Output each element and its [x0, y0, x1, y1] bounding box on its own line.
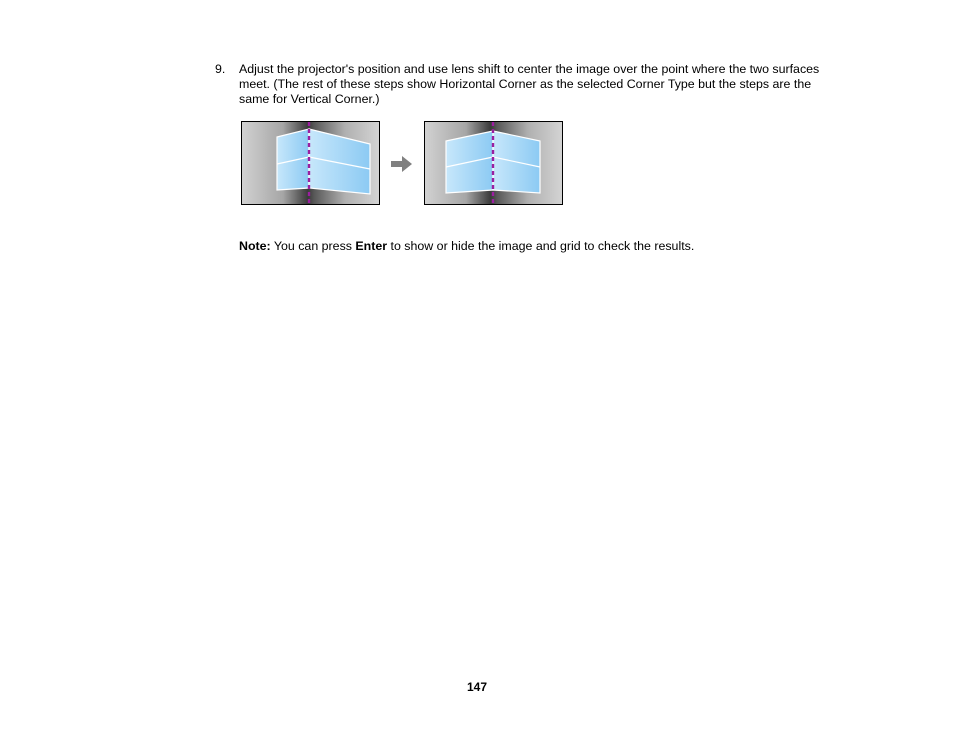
- figure-after: [424, 121, 563, 205]
- figure-before: [241, 121, 380, 205]
- right-arrow-icon: [391, 154, 413, 174]
- note: [239, 239, 859, 254]
- projected-image-centered-on-corner-icon: [424, 121, 563, 205]
- note-label: Note:: [239, 239, 271, 253]
- note-text-2: to show or hide the image and grid to check the results.: [387, 239, 695, 253]
- note-key: Enter: [355, 239, 388, 253]
- note-text-1: You can press: [270, 239, 356, 253]
- page-number: 147: [466, 680, 488, 694]
- step-number: 9.: [215, 62, 226, 76]
- step-text: Adjust the projector's position and use lens shift to center the image over the point where the two surfaces meet. (The rest of these steps show Horizontal Corner as the selected Corner Type but the steps are the same for Vertical Corner.): [239, 62, 820, 107]
- projected-image-offset-from-corner-icon: [241, 121, 380, 205]
